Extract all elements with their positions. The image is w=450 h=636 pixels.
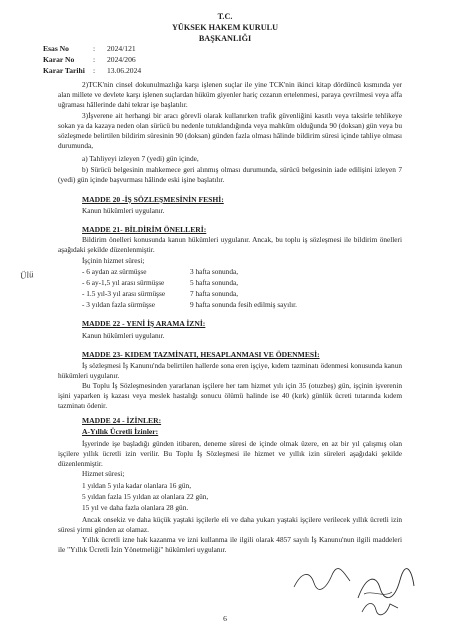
notice-row: - 1.5 yıl-3 yıl arası sürmüşse (82, 289, 166, 298)
leave-list-item: 5 yıldan fazla 15 yıldan az olanlara 22 gün, (82, 492, 209, 501)
header-tc: T.C. (217, 12, 233, 21)
notice-row: - 6 ay-1,5 yıl arası sürmüşse (82, 278, 165, 287)
meta-label: Karar No (43, 55, 75, 64)
handwritten-margin-note: Ülü (19, 269, 35, 281)
article-24-body-3: Yıllık ücretli izne hak kazanma ve izni kullanma ile ilgili olarak 4857 sayılı İş Kanunu'nun ilgili maddeleri ile "Yıllık Ücretli İzin Yönetmeliği" hükümleri uygulanır. (58, 535, 402, 554)
item-b: b) Sürücü belgesinin mahkemece geri alınmış olması durumunda, sürücü belgesinin iade edilişini izleyen 7 (yedi) gün içinde başvurması hâlinde eski işine başlatılır. (58, 165, 402, 184)
article-20-body: Kanun hükümleri uygulanır. (82, 206, 165, 215)
notice-row-value: 3 hafta sonunda, (190, 267, 239, 276)
notice-row-value: 7 hafta sonunda, (190, 289, 239, 298)
article-21-title (82, 226, 206, 234)
paragraph-tck: 2)TCK'nin cinsel dokunulmazlığa karşı işlenen suçlar ile yine TCK'nin ikinci kitap dördüncü kısmında yer alan millete ve devlete karşı işlenen suçlardan hüküm giyenler hariç cezanın ertelenmesi, paraya çevrilmesi veya affa uğraması hâllerinde dahi tekrar işe başlatılır. (58, 80, 402, 109)
service-period-intro: Hizmet süresi; (82, 469, 125, 478)
meta-karar: Karar No : 2024/206 (43, 55, 136, 64)
notice-row-value: 9 hafta sonunda fesih edilmiş sayılır. (190, 300, 298, 309)
article-22-title (82, 320, 205, 328)
article-23-title (82, 351, 320, 359)
notice-row: - 3 yıldan fazla sürmüşse (82, 300, 155, 309)
article-23-body-1: İş sözleşmesi İş Kanunu'nda belirtilen hallerde sona eren işçiye, kıdem tazminatı ödenmesi konusunda kanun hükümleri uygulanır. (58, 361, 402, 380)
meta-value: 2024/121 (107, 44, 136, 53)
article-title-text: MADDE 23- KIDEM TAZMİNATI, HESAPLANMASI VE ÖDENMESİ: (82, 350, 320, 359)
notice-row-value: 5 hafta sonunda, (190, 278, 239, 287)
article-title-text: MADDE 24 - İZİNLER: (82, 416, 162, 425)
article-24-body-2: Ancak onsekiz ve daha küçük yaştaki işçilerle eli ve daha yukarı yaştaki işçilere verilecek yıllık ücretli izin süresi yirmi günden az olamaz. (58, 515, 402, 534)
meta-label: Esas No (43, 44, 69, 53)
signature-icon (292, 567, 352, 593)
meta-esas: Esas No : 2024/121 (43, 44, 136, 53)
meta-label: Karar Tarihi (43, 66, 85, 75)
service-period-intro: İşçinin hizmet süresi; (82, 256, 145, 265)
header-department: BAŞKANLIĞI (198, 34, 252, 43)
article-23-body-2: Bu Toplu İş Sözleşmesinden yararlanan işçilere her tam hizmet yılı için 35 (otuzbeş) gün, işçinin işverenin işini yaparken iş kazası veya meslek hastalığı sonucu ölümü halinde ise 40 (kırk) günlük ücreti tutarında kıdem tazminatı ödenir. (58, 381, 402, 410)
leave-list-item: 15 yıl ve daha fazla olanlara 28 gün. (82, 503, 189, 512)
article-title-text: MADDE 20 -İŞ SÖZLEŞMESİNİN FESHİ: (82, 195, 224, 204)
article-title-text: MADDE 22 - YENİ İŞ ARAMA İZNİ: (82, 319, 206, 328)
article-21-body: Bildirim önelleri konusunda kanun hükümleri uygulanır. Ancak, bu toplu iş sözleşmesi ile bildirim önelleri aşağıdaki şekilde düzenlenmiştir. (58, 235, 402, 254)
article-24-subtitle (82, 428, 158, 436)
item-a: a) Tahliyeyi izleyen 7 (yedi) gün içinde, (82, 154, 199, 163)
page-number: 6 (223, 614, 227, 623)
article-22-body: Kanun hükümleri uygulanır. (82, 331, 165, 340)
meta-value: 13.06.2024 (107, 66, 142, 75)
paragraph-driver: 3)İşverene ait herhangi bir aracı görevli olarak kullanırken trafik güvenliğini kasıtlı veya taksirle tehlikeye sokan ya da kazaya neden olan sürücü bu nedenle tutuklandığında veya mahkûm olduğunda 90 (doksan) gün veya bu sözleşmede belirtilen bildirim süresinin 90 (doksan) günden fazla olması hâlinde bildirim süresi içinde tahliye olması durumunda, (58, 111, 402, 150)
meta-value: 2024/206 (107, 55, 136, 64)
leave-list-item: 1 yıldan 5 yıla kadar olanlara 16 gün, (82, 481, 192, 490)
notice-row: - 6 aydan az sürmüşse (82, 267, 147, 276)
article-24-body-1: İşyerinde işe başladığı günden itibaren, deneme süresi de içinde olmak üzere, en az bir yıl çalışmış olan işçilere yıllık ücretli izin verilir. Bu Toplu İş Sözleşmesi ile hizmet ve yıllık izin süreleri aşağıdaki şekilde düzenlenmiştir. (58, 439, 402, 468)
header-institution: YÜKSEK HAKEM KURULU (172, 23, 278, 32)
article-24-title (82, 417, 161, 425)
article-20-title (82, 196, 224, 204)
article-subtitle-text: A-Yıllık Ücretli İzinler: (82, 427, 159, 436)
meta-karar-tarihi: Karar Tarihi : 13.06.2024 (43, 66, 142, 75)
article-title-text: MADDE 21- BİLDİRİM ÖNELLERİ: (82, 225, 207, 234)
